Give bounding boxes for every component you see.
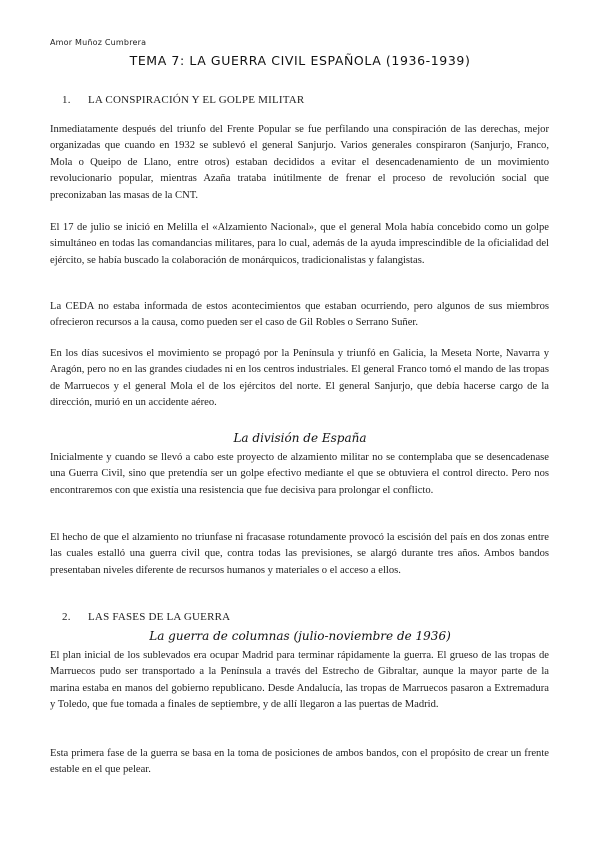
section-title: LAS FASES DE LA GUERRA <box>88 611 231 623</box>
section-heading-2 <box>50 611 549 623</box>
paragraph: En los días sucesivos el movimiento se propagó por la Península y triunfó en Galicia, la Meseta Norte, Navarra y Aragón, pero no en las grandes ciudades ni en los centros industriales. El general Franco tomó el mando de las tropas de Marruecos y el general Mola el de los ejércitos del norte. El general Sanjurjo, que debía hacerse cargo de la dirección, murió en un accidente aéreo. <box>50 348 549 409</box>
paragraph: El hecho de que el alzamiento no triunfase ni fracasase rotundamente provocó la escisión del país en dos zonas entre las cuales estalló una guerra civil que, contra todas las previsiones, se alargó durante tres años. Ambos bandos presentaban niveles diferente de recursos humanos y materiales o el acceso a ellos. <box>50 532 549 576</box>
section-title: LA CONSPIRACIÓN Y EL GOLPE MILITAR <box>88 94 305 106</box>
author-name: Amor Muñoz Cumbrera <box>50 38 147 47</box>
section-heading-1 <box>50 94 549 106</box>
paragraph: Esta primera fase de la guerra se basa en la toma de posiciones de ambos bandos, con el propósito de crear un frente estable en el que pelear. <box>50 748 549 776</box>
paragraph: Inicialmente y cuando se llevó a cabo este proyecto de alzamiento militar no se contemplaba que se desencadenase una Guerra Civil, sino que pretendía ser un golpe efectivo mediante el que se obtuviera el control directo. Pero nos encontraremos con que existía una resistencia que fue decisiva para prolongar el conflicto. <box>50 452 549 496</box>
subheading: La división de España <box>233 431 367 445</box>
paragraph: El 17 de julio se inició en Melilla el «Alzamiento Nacional», que el general Mola había concebido como un golpe simultáneo en todas las comandancias militares, para lo cual, además de la ayuda imprescindible de la oficialidad del ejército, se había buscado la colaboración de monárquicos, tradicionalistas y falangistas. <box>50 222 549 266</box>
page-title: TEMA 7: LA GUERRA CIVIL ESPAÑOLA (1936-1939) <box>129 53 471 68</box>
section-number: 2. <box>62 611 71 623</box>
section-number: 1. <box>62 94 71 106</box>
paragraph: La CEDA no estaba informada de estos acontecimientos que estaban ocurriendo, pero algunos de sus miembros ofrecieron recursos a la causa, como pueden ser el caso de Gil Robles o Serrano Suñer. <box>50 301 549 329</box>
paragraph: El plan inicial de los sublevados era ocupar Madrid para terminar rápidamente la guerra. El grueso de las tropas de Marruecos pudo ser transportado a la Península a través del Estrecho de Gibraltar, aunque la mayor parte de la marina estaba en manos del gobierno republicano. Desde Andalucía, las tropas de Marruecos pasaron a Extremadura y Toledo, que fue tomada a finales de septiembre, y de allí llegaron a las puertas de Madrid. <box>50 650 549 711</box>
paragraph: Inmediatamente después del triunfo del Frente Popular se fue perfilando una conspiración de las derechas, mejor organizadas que cuando en 1932 se sublevó el general Sanjurjo. Varios generales conspiraron (Sanjurjo, Franco, Mola o Queipo de Llano, entre otros) estaban decididos a evitar el desencadenamiento de un movimiento revolucionario popular, mientras Azaña trataba inútilmente de frenar el proceso de revolución social que preconizaban las masas de la CNT. <box>50 124 549 201</box>
subheading: La guerra de columnas (julio-noviembre de 1936) <box>149 629 451 643</box>
